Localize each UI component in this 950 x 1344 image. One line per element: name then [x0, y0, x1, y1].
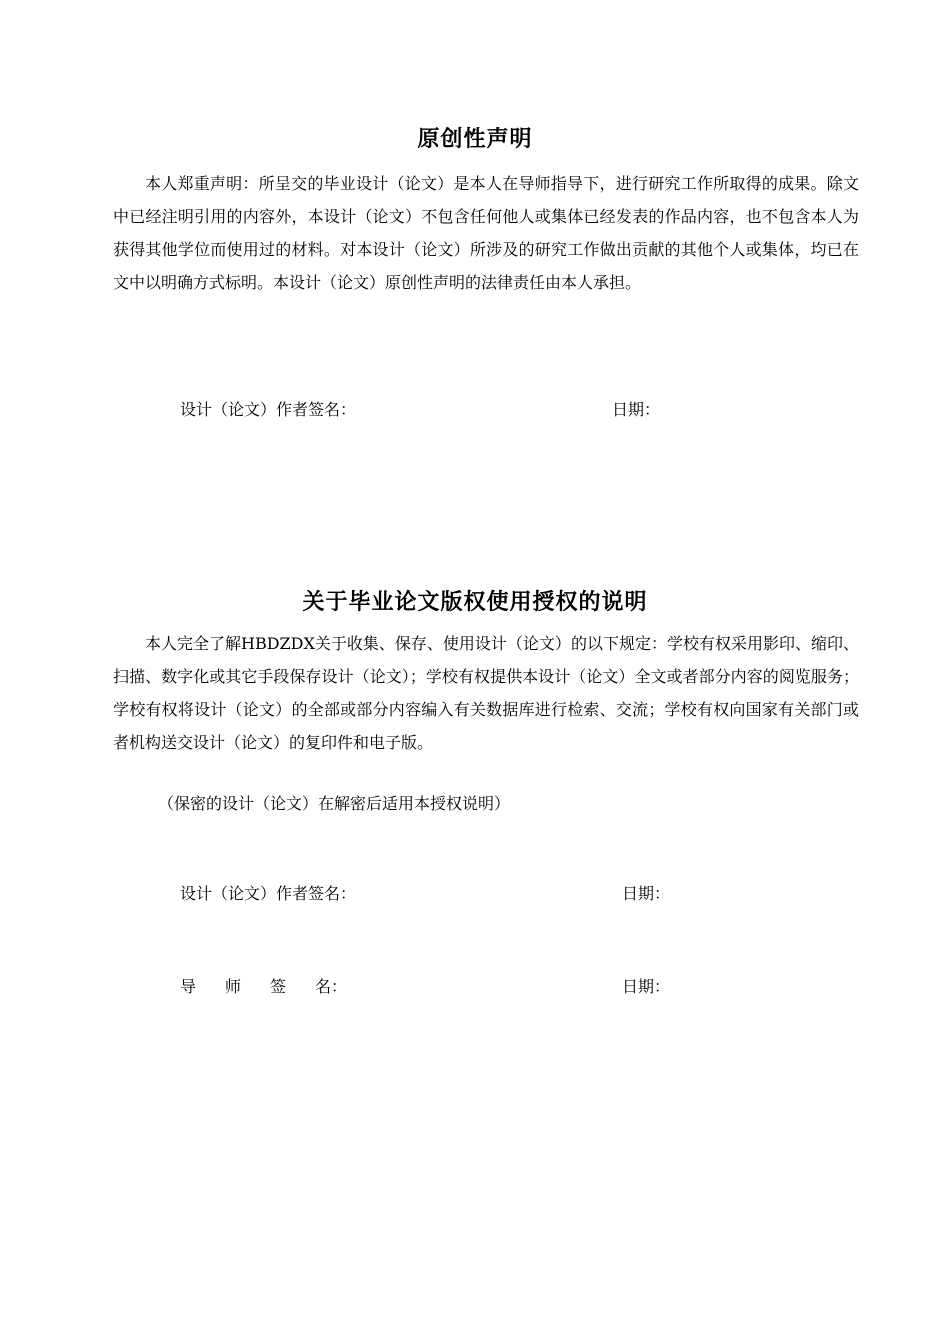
advisor-date-label: 日期： — [622, 977, 671, 996]
copyright-authorization-title: 关于毕业论文版权使用授权的说明 — [302, 590, 648, 615]
author-date-label-2: 日期： — [622, 884, 671, 903]
copyright-authorization-body: 本人完全了解HBDZDX关于收集、保存、使用设计（论文）的以下规定：学校有权采用影印、缩印、扫描、数字化或其它手段保存设计（论文）；学校有权提供本设计（论文）全文或者部分内容的阅览服务；学校有权将设计（论文）的全部或部分内容编入有关数据库进行检索、交流；学校有权向国家有关部门或者机构送交设计（论文）的复印件和电子版。 — [113, 634, 859, 752]
declaration-body: 本人郑重声明：所呈交的毕业设计（论文）是本人在导师指导下，进行研究工作所取得的成果。除文中已经注明引用的内容外，本设计（论文）不包含任何他人或集体已经发表的作品内容，也不包含本人为获得其他学位而使用过的材料。对本设计（论文）所涉及的研究工作做出贡献的其他个人或集体，均已在文中以明确方式标明。本设计（论文）原创性声明的法律责任由本人承担。 — [113, 174, 859, 292]
confidential-note: （保密的设计（论文）在解密后适用本授权说明） — [158, 794, 511, 813]
advisor-label-char: 导 — [180, 977, 197, 996]
author-signature-label: 设计（论文）作者签名： — [180, 400, 357, 419]
declaration-title: 原创性声明 — [417, 127, 533, 152]
advisor-label-char: 签 — [270, 977, 287, 996]
declaration-date-label: 日期： — [612, 400, 661, 419]
advisor-label-char: 师 — [225, 977, 242, 996]
author-signature-label-2: 设计（论文）作者签名： — [180, 884, 357, 903]
advisor-signature-label — [180, 975, 347, 999]
advisor-label-char: 名： — [315, 977, 348, 996]
